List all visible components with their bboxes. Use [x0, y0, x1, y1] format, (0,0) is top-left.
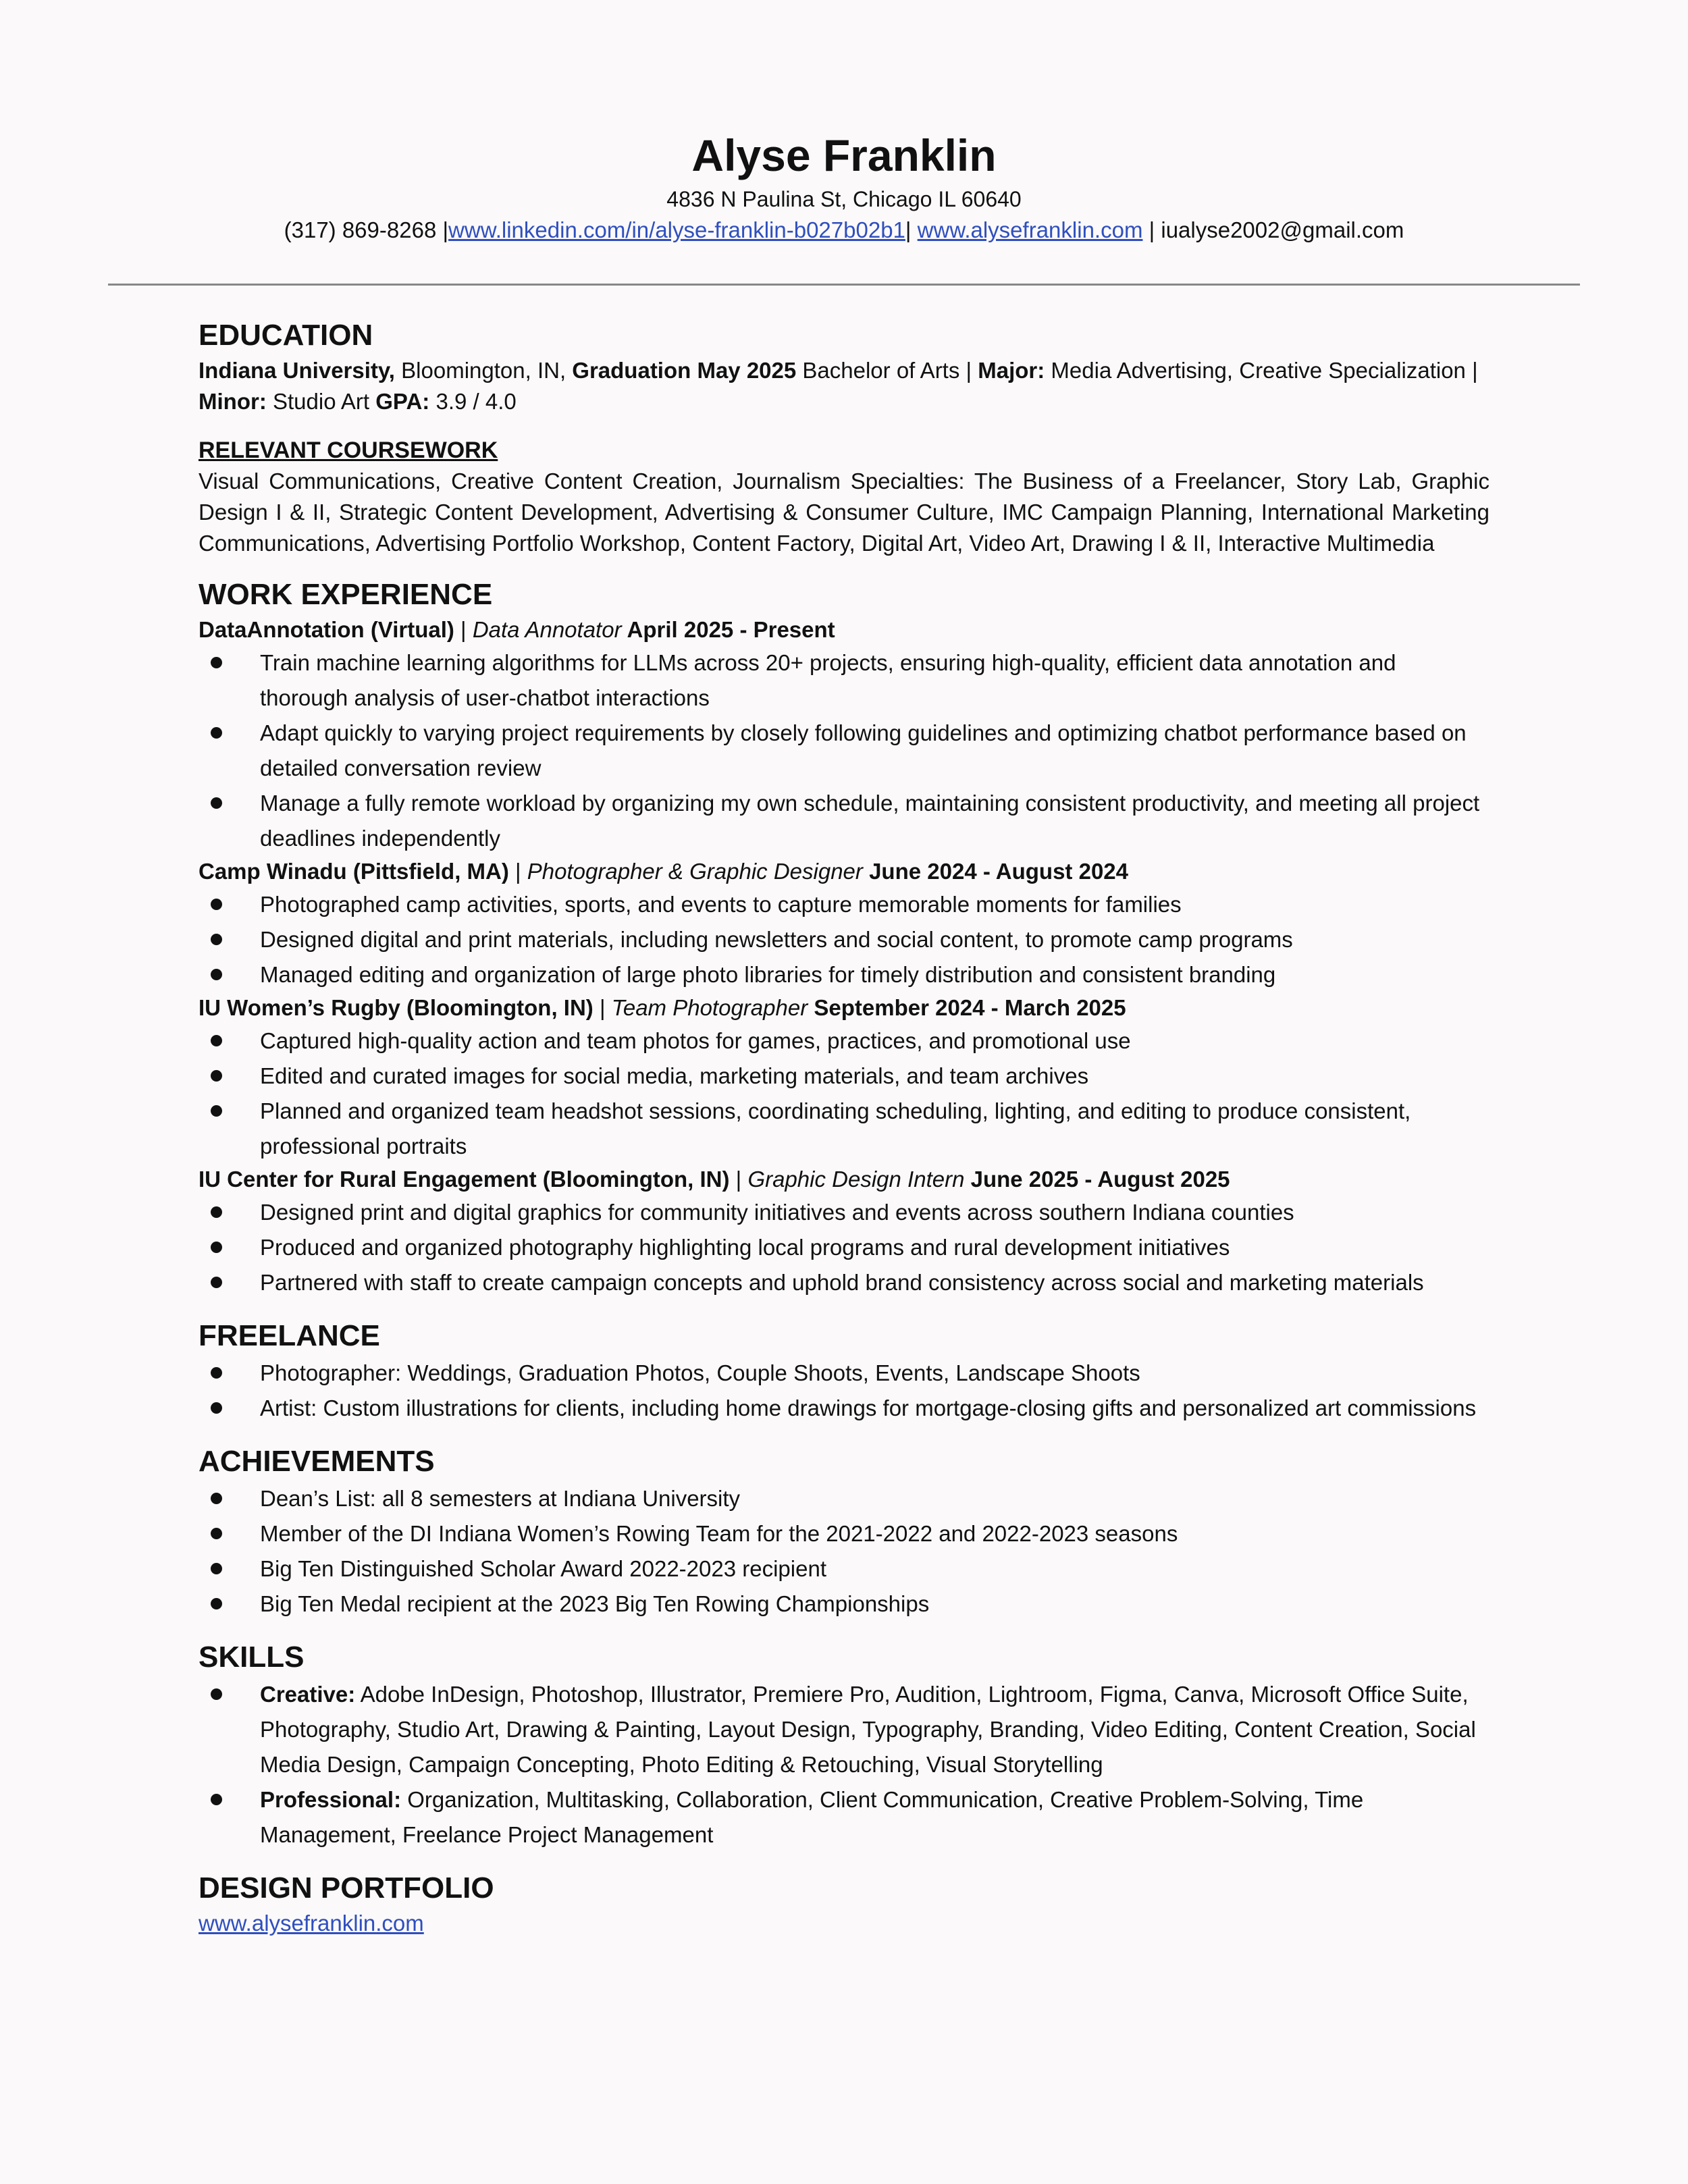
job-bullets [199, 887, 1489, 992]
list-item: Dean’s List: all 8 semesters at Indiana University [199, 1481, 1489, 1516]
list-item: Planned and organized team headshot sessions, coordinating scheduling, lighting, and editing to produce consistent, professional portraits [199, 1094, 1489, 1164]
job-header: IU Women’s Rugby (Bloomington, IN) | Team Photographer September 2024 - March 2025 [199, 995, 1126, 1020]
list-item: Train machine learning algorithms for LLMs across 20+ projects, ensuring high-quality, efficient data annotation and thorough analysis of user-chatbot interactions [199, 645, 1489, 716]
list-item: Managed editing and organization of large photo libraries for timely distribution and consistent branding [199, 957, 1489, 992]
bullet-icon [211, 1367, 222, 1379]
bullet-icon [211, 1035, 222, 1046]
bullet-icon [211, 1070, 222, 1082]
job-header: IU Center for Rural Engagement (Bloomington, IN) | Graphic Design Intern June 2025 - August 2025 [199, 1167, 1230, 1192]
separator: | [1149, 217, 1155, 242]
bullet-icon [211, 1242, 222, 1253]
header-divider [108, 284, 1580, 286]
school-name: Indiana University, [199, 358, 395, 383]
bullet-icon [211, 1563, 222, 1574]
address: 4836 N Paulina St, Chicago IL 60640 [666, 187, 1022, 211]
freelance-bullets [199, 1356, 1489, 1426]
list-item: Designed print and digital graphics for community initiatives and events across southern Indiana counties [199, 1195, 1489, 1230]
bullet-icon [211, 1794, 222, 1805]
list-item: Partnered with staff to create campaign concepts and uphold brand consistency across social and marketing materials [199, 1265, 1489, 1300]
phone: (317) 869-8268 [284, 217, 437, 242]
bullet-icon [211, 1402, 222, 1414]
bullet-icon [211, 1688, 222, 1700]
job-header: Camp Winadu (Pittsfield, MA) | Photographer & Graphic Designer June 2024 - August 2024 [199, 859, 1129, 884]
list-item: Captured high-quality action and team photos for games, practices, and promotional use [199, 1023, 1489, 1059]
resume-body [199, 316, 1489, 1939]
job-entry [199, 992, 1489, 1164]
bullet-icon [211, 1105, 222, 1117]
freelance-heading: FREELANCE [199, 1319, 380, 1352]
job-header: DataAnnotation (Virtual) | Data Annotator April 2025 - Present [199, 617, 835, 642]
skills-heading: SKILLS [199, 1641, 305, 1674]
bullet-icon [211, 657, 222, 668]
bullet-icon [211, 797, 222, 809]
achievements-heading: ACHIEVEMENTS [199, 1445, 435, 1478]
education-heading: EDUCATION [199, 319, 373, 352]
list-item: Edited and curated images for social media, marketing materials, and team archives [199, 1059, 1489, 1094]
achievement-bullets [199, 1481, 1489, 1622]
separator: | [442, 217, 449, 242]
education-details: Indiana University, Bloomington, IN, Graduation May 2025 Bachelor of Arts | Major: Media Advertising, Creative Specialization | Minor: Studio Art GPA: 3.9 / 4.0 [199, 358, 1478, 414]
graduation: Graduation May 2025 [572, 358, 797, 383]
candidate-name: Alyse Franklin [691, 130, 997, 180]
bullet-icon [211, 899, 222, 910]
list-item: Manage a fully remote workload by organizing my own schedule, maintaining consistent productivity, and meeting all project deadlines independently [199, 786, 1489, 856]
list-item: Big Ten Medal recipient at the 2023 Big Ten Rowing Championships [199, 1587, 1489, 1622]
list-item: Big Ten Distinguished Scholar Award 2022-2023 recipient [199, 1551, 1489, 1587]
gpa: 3.9 / 4.0 [429, 389, 517, 414]
bullet-icon [211, 1277, 222, 1288]
bullet-icon [211, 1598, 222, 1609]
job-entry [199, 856, 1489, 992]
work-heading: WORK EXPERIENCE [199, 578, 493, 611]
bullet-icon [211, 969, 222, 980]
list-item: Artist: Custom illustrations for clients, including home drawings for mortgage-closing gifts and personalized art commissions [199, 1391, 1489, 1426]
list-item: Designed digital and print materials, including newsletters and social content, to promote camp programs [199, 922, 1489, 957]
bullet-icon [211, 1493, 222, 1504]
email: iualyse2002@gmail.com [1161, 217, 1404, 242]
list-item: Adapt quickly to varying project requirements by closely following guidelines and optimizing chatbot performance based on detailed conversation review [199, 716, 1489, 786]
job-entry [199, 1164, 1489, 1300]
list-item: Professional: Organization, Multitasking, Collaboration, Client Communication, Creative Problem-Solving, Time Management, Freelance Project Management [199, 1782, 1489, 1853]
list-item: Member of the DI Indiana Women’s Rowing Team for the 2021-2022 and 2022-2023 seasons [199, 1516, 1489, 1551]
bullet-icon [211, 727, 222, 739]
coursework-heading: RELEVANT COURSEWORK [199, 437, 498, 463]
job-bullets [199, 645, 1489, 856]
list-item: Photographed camp activities, sports, and events to capture memorable moments for families [199, 887, 1489, 922]
list-item: Produced and organized photography highlighting local programs and rural development initiatives [199, 1230, 1489, 1265]
job-bullets [199, 1195, 1489, 1300]
bullet-icon [211, 934, 222, 945]
job-bullets [199, 1023, 1489, 1164]
resume-header [0, 128, 1688, 246]
bullet-icon [211, 1528, 222, 1539]
portfolio-link[interactable]: www.alysefranklin.com [199, 1911, 424, 1936]
coursework-list: Visual Communications, Creative Content Creation, Journalism Specialties: The Business of a Freelancer, Story Lab, Graphic Design I & II, Strategic Content Development, Advertising & Consumer Culture, IMC Campaign Planning, International Marketing Communications, Advertising Portfolio Workshop, Content Factory, Digital Art, Video Art, Drawing I & II, Interactive Multimedia [199, 469, 1489, 556]
job-entry [199, 614, 1489, 856]
portfolio-heading: DESIGN PORTFOLIO [199, 1871, 494, 1905]
linkedin-link[interactable]: www.linkedin.com/in/alyse-franklin-b027b02b1 [448, 217, 905, 242]
separator: | [905, 217, 912, 242]
skill-bullets [199, 1677, 1489, 1853]
list-item: Creative: Adobe InDesign, Photoshop, Illustrator, Premiere Pro, Audition, Lightroom, Figma, Canva, Microsoft Office Suite, Photography, Studio Art, Drawing & Painting, Layout Design, Typography, Branding, Video Editing, Content Creation, Social Media Design, Campaign Concepting, Photo Editing & Retouching, Visual Storytelling [199, 1677, 1489, 1782]
list-item: Photographer: Weddings, Graduation Photos, Couple Shoots, Events, Landscape Shoots [199, 1356, 1489, 1391]
contact-line [0, 215, 1688, 246]
website-link[interactable]: www.alysefranklin.com [917, 217, 1143, 242]
bullet-icon [211, 1206, 222, 1218]
